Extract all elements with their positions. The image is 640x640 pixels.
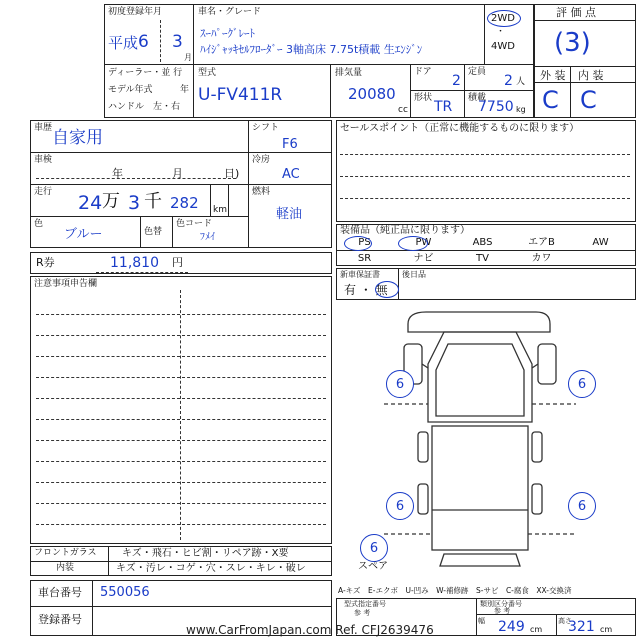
rating-label: 評 価 点 bbox=[556, 6, 596, 19]
notes-line bbox=[36, 377, 326, 378]
spare-label: スペア bbox=[358, 561, 388, 572]
equipment-item: TV bbox=[476, 253, 489, 264]
doors-label: ドア bbox=[414, 67, 432, 77]
drive-4wd: 4WD bbox=[491, 41, 515, 52]
dealer-label: ディーラー・並 行 bbox=[108, 68, 183, 78]
interior-value: C bbox=[580, 86, 597, 114]
front-glass-label: フロントガラス bbox=[34, 548, 97, 558]
reg-label: 登録番号 bbox=[38, 613, 82, 626]
notes-line bbox=[36, 440, 326, 441]
damage-spare: 6 bbox=[360, 534, 388, 562]
capacity-value: 2 bbox=[504, 73, 513, 89]
capacity-label: 定員 bbox=[468, 67, 487, 77]
notes-line bbox=[36, 314, 326, 315]
month-unit: 月 bbox=[184, 53, 192, 62]
equipment-item: ABS bbox=[472, 237, 493, 248]
name-line2: ﾊｲｼﾞｬｯｷｾﾙﾌﾛｰﾀﾞｰ 3軸高床 7.75t積載 生ｴﾝｼﾞﾝ bbox=[200, 43, 423, 56]
notes-line bbox=[36, 419, 326, 420]
interior-cond-label: 内装 bbox=[56, 563, 75, 573]
warranty-label: 新車保証書 bbox=[340, 270, 380, 279]
recycle-label: R券 bbox=[36, 256, 55, 269]
color-code-value: ﾌﾒｲ bbox=[200, 232, 215, 243]
notes-line bbox=[36, 356, 326, 357]
ac-label: 冷房 bbox=[252, 155, 271, 165]
history-value: 自家用 bbox=[52, 128, 103, 148]
damage-legend: A-キズ E-エクボ U-凹み W-補修跡 S-サビ C-腐食 XX-交換済 bbox=[338, 586, 572, 595]
ref-label: 参 考 bbox=[354, 609, 371, 617]
notes-line bbox=[36, 335, 326, 336]
displacement-label: 排気量 bbox=[335, 68, 363, 78]
equipment-item: ナビ bbox=[413, 253, 434, 264]
mileage-km-unit: km bbox=[213, 205, 227, 215]
model-value: U-FV411R bbox=[198, 85, 283, 105]
mileage-rest: 282 bbox=[170, 194, 199, 212]
mileage-sen: 3 bbox=[128, 192, 141, 214]
watermark: www.CarFromJapan.com Ref. CFJ2639476 bbox=[186, 623, 434, 637]
model-label: 型式 bbox=[198, 68, 217, 78]
equipment-item: SR bbox=[357, 253, 372, 264]
history-label: 車歴 bbox=[34, 123, 53, 133]
inspection-month: 月 bbox=[172, 167, 183, 180]
handle-label: ハンドル 左・右 bbox=[108, 102, 181, 112]
color-code-label: 色コード bbox=[176, 219, 213, 229]
equipment-item: AW bbox=[592, 237, 609, 248]
pw-circle bbox=[398, 236, 428, 251]
after-label: 後日品 bbox=[402, 270, 426, 279]
inspection-day: 日) bbox=[224, 167, 240, 180]
front-glass-value: キズ・飛石・ヒビ割・リペア跡・X要 bbox=[122, 548, 289, 559]
width-label: 幅 bbox=[478, 617, 485, 625]
category-label: 類別区分番号 bbox=[480, 600, 522, 608]
shift-label: シフト bbox=[252, 123, 280, 133]
notes-label: 注意事項申告欄 bbox=[34, 279, 98, 289]
era: 平成 bbox=[108, 34, 139, 52]
model-year-unit: 年 bbox=[180, 85, 190, 95]
era-year: 6 bbox=[138, 32, 149, 52]
exterior-value: C bbox=[542, 86, 559, 114]
equipment-item: エアB bbox=[528, 237, 555, 248]
shape-value: TR bbox=[434, 99, 453, 115]
damage-front-left: 6 bbox=[386, 370, 414, 398]
drive-2wd: 2WD bbox=[491, 13, 515, 24]
mileage-man-unit: 万 bbox=[102, 191, 120, 212]
model-type-label: 型式指定番号 bbox=[344, 600, 386, 608]
equipment-label: 装備品（純正品に限ります） bbox=[340, 225, 470, 236]
notes-line bbox=[36, 524, 326, 525]
ac-value: AC bbox=[282, 167, 300, 182]
mileage-man: 24 bbox=[78, 192, 103, 214]
damage-rear-right: 6 bbox=[568, 492, 596, 520]
interior-label: 内 装 bbox=[578, 69, 604, 82]
displacement-value: 20080 bbox=[348, 85, 396, 103]
height-label: 高さ bbox=[558, 617, 572, 625]
ps-circle bbox=[344, 236, 372, 251]
color-value: ブルー bbox=[64, 227, 103, 242]
inspection-year: 年 bbox=[112, 167, 123, 180]
sales-points-label: セールスポイント（正常に機能するものに限ります） bbox=[340, 123, 580, 134]
chassis-label: 車台番号 bbox=[38, 586, 82, 599]
notes-line bbox=[36, 503, 326, 504]
equipment-item: PW bbox=[415, 237, 432, 248]
recycle-value: 11,810 bbox=[110, 255, 159, 271]
capacity-unit: 人 bbox=[516, 77, 526, 87]
exterior-label: 外 装 bbox=[540, 69, 566, 82]
mileage-sen-unit: 千 bbox=[144, 191, 162, 212]
load-unit: kg bbox=[516, 105, 526, 114]
load-label: 積載 bbox=[468, 93, 487, 103]
fuel-label: 燃料 bbox=[252, 187, 271, 197]
mileage-label: 走行 bbox=[34, 187, 53, 197]
load-value: 7750 bbox=[478, 99, 514, 115]
ref-label-2: 参 考 bbox=[494, 607, 511, 615]
doors-value: 2 bbox=[452, 73, 461, 89]
damage-front-right: 6 bbox=[568, 370, 596, 398]
shift-value: F6 bbox=[282, 137, 298, 152]
width-value: 249 bbox=[498, 619, 525, 635]
color-label: 色 bbox=[34, 219, 44, 229]
chassis-value: 550056 bbox=[100, 585, 150, 600]
first-reg-label: 初度登録年月 bbox=[108, 7, 163, 17]
equipment-item: カワ bbox=[531, 253, 552, 264]
equipment-item: PS bbox=[358, 237, 371, 248]
color-change-label: 色替 bbox=[144, 227, 163, 237]
height-value: 321 bbox=[568, 619, 595, 635]
interior-cond-value: キズ・汚レ・コゲ・穴・スレ・キレ・破レ bbox=[116, 563, 306, 574]
fuel-value: 軽油 bbox=[276, 207, 303, 222]
sales-points-block bbox=[336, 120, 636, 222]
displacement-unit: cc bbox=[398, 105, 408, 115]
inspection-label: 車検 bbox=[34, 155, 53, 165]
width-unit: cm bbox=[530, 625, 543, 634]
notes-line bbox=[36, 398, 326, 399]
recycle-yen: 円 bbox=[172, 256, 183, 269]
warranty-value: 有 ・ 無 bbox=[344, 283, 388, 297]
warranty-none-circle bbox=[375, 281, 399, 298]
name-grade-label: 車名・グレード bbox=[198, 7, 262, 17]
notes-line bbox=[36, 461, 326, 462]
damage-rear-left: 6 bbox=[386, 492, 414, 520]
height-unit: cm bbox=[600, 625, 613, 634]
rating-value: (3) bbox=[554, 28, 591, 58]
notes-line bbox=[36, 482, 326, 483]
shape-label: 形状 bbox=[414, 93, 433, 103]
drive-dot: ・ bbox=[496, 27, 506, 37]
month-value: 3 bbox=[172, 32, 183, 52]
name-line1: ｽｰﾊﾟｰｸﾞﾚｰﾄ bbox=[200, 27, 255, 40]
model-year-label: モデル年式 bbox=[108, 85, 153, 95]
